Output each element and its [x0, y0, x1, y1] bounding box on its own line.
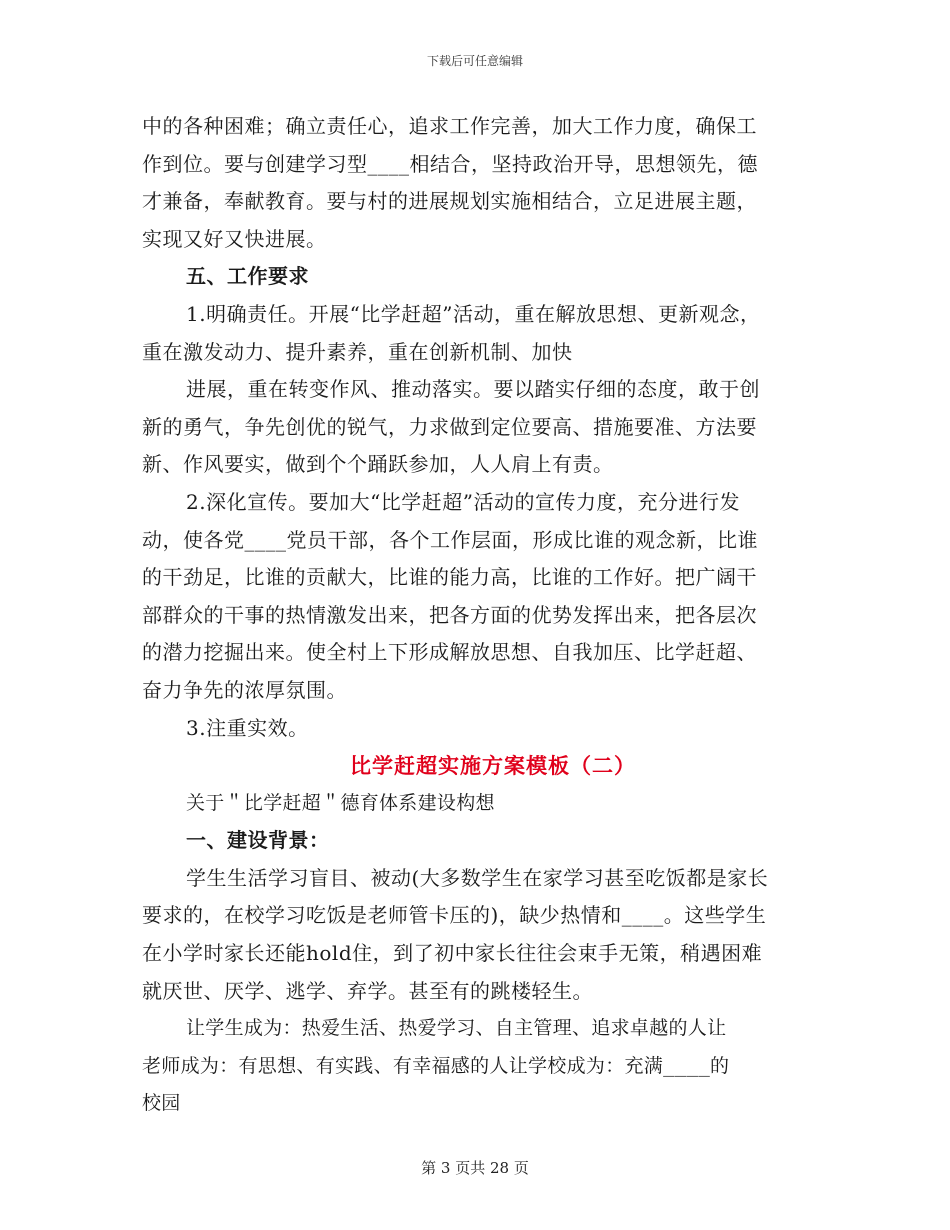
body-line: 老师成为：有思想、有实践、有幸福感的人让学校成为：充满____的	[142, 1054, 730, 1077]
body-line: 才兼备，奉献教育。要与村的进展规划实施相结合，立足进展主题，	[142, 189, 757, 214]
subtitle-line: 关于＂比学赶超＂德育体系建设构想	[186, 791, 495, 814]
body-line: 让学生成为：热爱生活、热爱学习、自主管理、追求卓越的人让	[186, 1017, 727, 1040]
body-line: 中的各种困难；确立责任心，追求工作完善，加大工作力度，确保工	[142, 114, 757, 138]
body-line: 部群众的干事的热情激发出来，把各方面的优势发挥出来，把各层次	[142, 602, 757, 627]
body-line: 新、作风要实，做到个个踊跃参加，人人肩上有责。	[142, 452, 614, 477]
section-heading: 五、工作要求	[186, 264, 309, 289]
body-line: 1.明确责任。开展“比学赶超”活动，重在解放思想、更新观念，	[186, 301, 761, 326]
document-title: 比学赶超实施方案模板（二）	[350, 753, 636, 779]
body-line: 学生生活学习盲目、被动(大多数学生在家学习甚至吃饭都是家长	[186, 865, 769, 890]
body-line: 重在激发动力、提升素养，重在创新机制、加快	[142, 339, 573, 364]
document-body	[142, 108, 814, 1123]
body-line: 在小学时家长还能hold住，到了初中家长往往会束手无策，稍遇困难	[142, 941, 763, 966]
section-heading: 一、建设背景：	[186, 828, 330, 853]
body-line: 动，使各党____党员干部，各个工作层面，形成比谁的观念新，比谁	[142, 527, 758, 552]
body-line: 2.深化宣传。要加大“比学赶超”活动的宣传力度，充分进行发	[186, 489, 741, 514]
page-header: 下载后可任意编辑	[426, 54, 523, 68]
body-line: 的潜力挖掘出来。使全村上下形成解放思想、自我加压、比学赶超、	[142, 640, 757, 665]
body-line: 新的勇气，争先创优的锐气，力求做到定位要高、措施要准、方法要	[142, 414, 757, 439]
body-line: 进展，重在转变作风、推动落实。要以踏实仔细的态度，敢于创	[186, 377, 760, 402]
page-footer: 第 3 页共 28 页	[421, 1159, 529, 1177]
body-line: 就厌世、厌学、逃学、弃学。甚至有的跳楼轻生。	[142, 978, 593, 1003]
body-line: 3.注重实效。	[186, 715, 309, 740]
body-line: 的干劲足，比谁的贡献大，比谁的能力高，比谁的工作好。把广阔干	[142, 565, 757, 590]
body-line: 作到位。要与创建学习型____相结合，坚持政治开导，思想领先，德	[142, 151, 758, 176]
body-line: 奋力争先的浓厚氛围。	[142, 677, 347, 702]
body-line: 要求的，在校学习吃饭是老师管卡压的)，缺少热情和____。这些学生	[142, 903, 767, 928]
body-line: 校园	[142, 1092, 181, 1115]
body-line: 实现又好又快进展。	[142, 226, 327, 251]
